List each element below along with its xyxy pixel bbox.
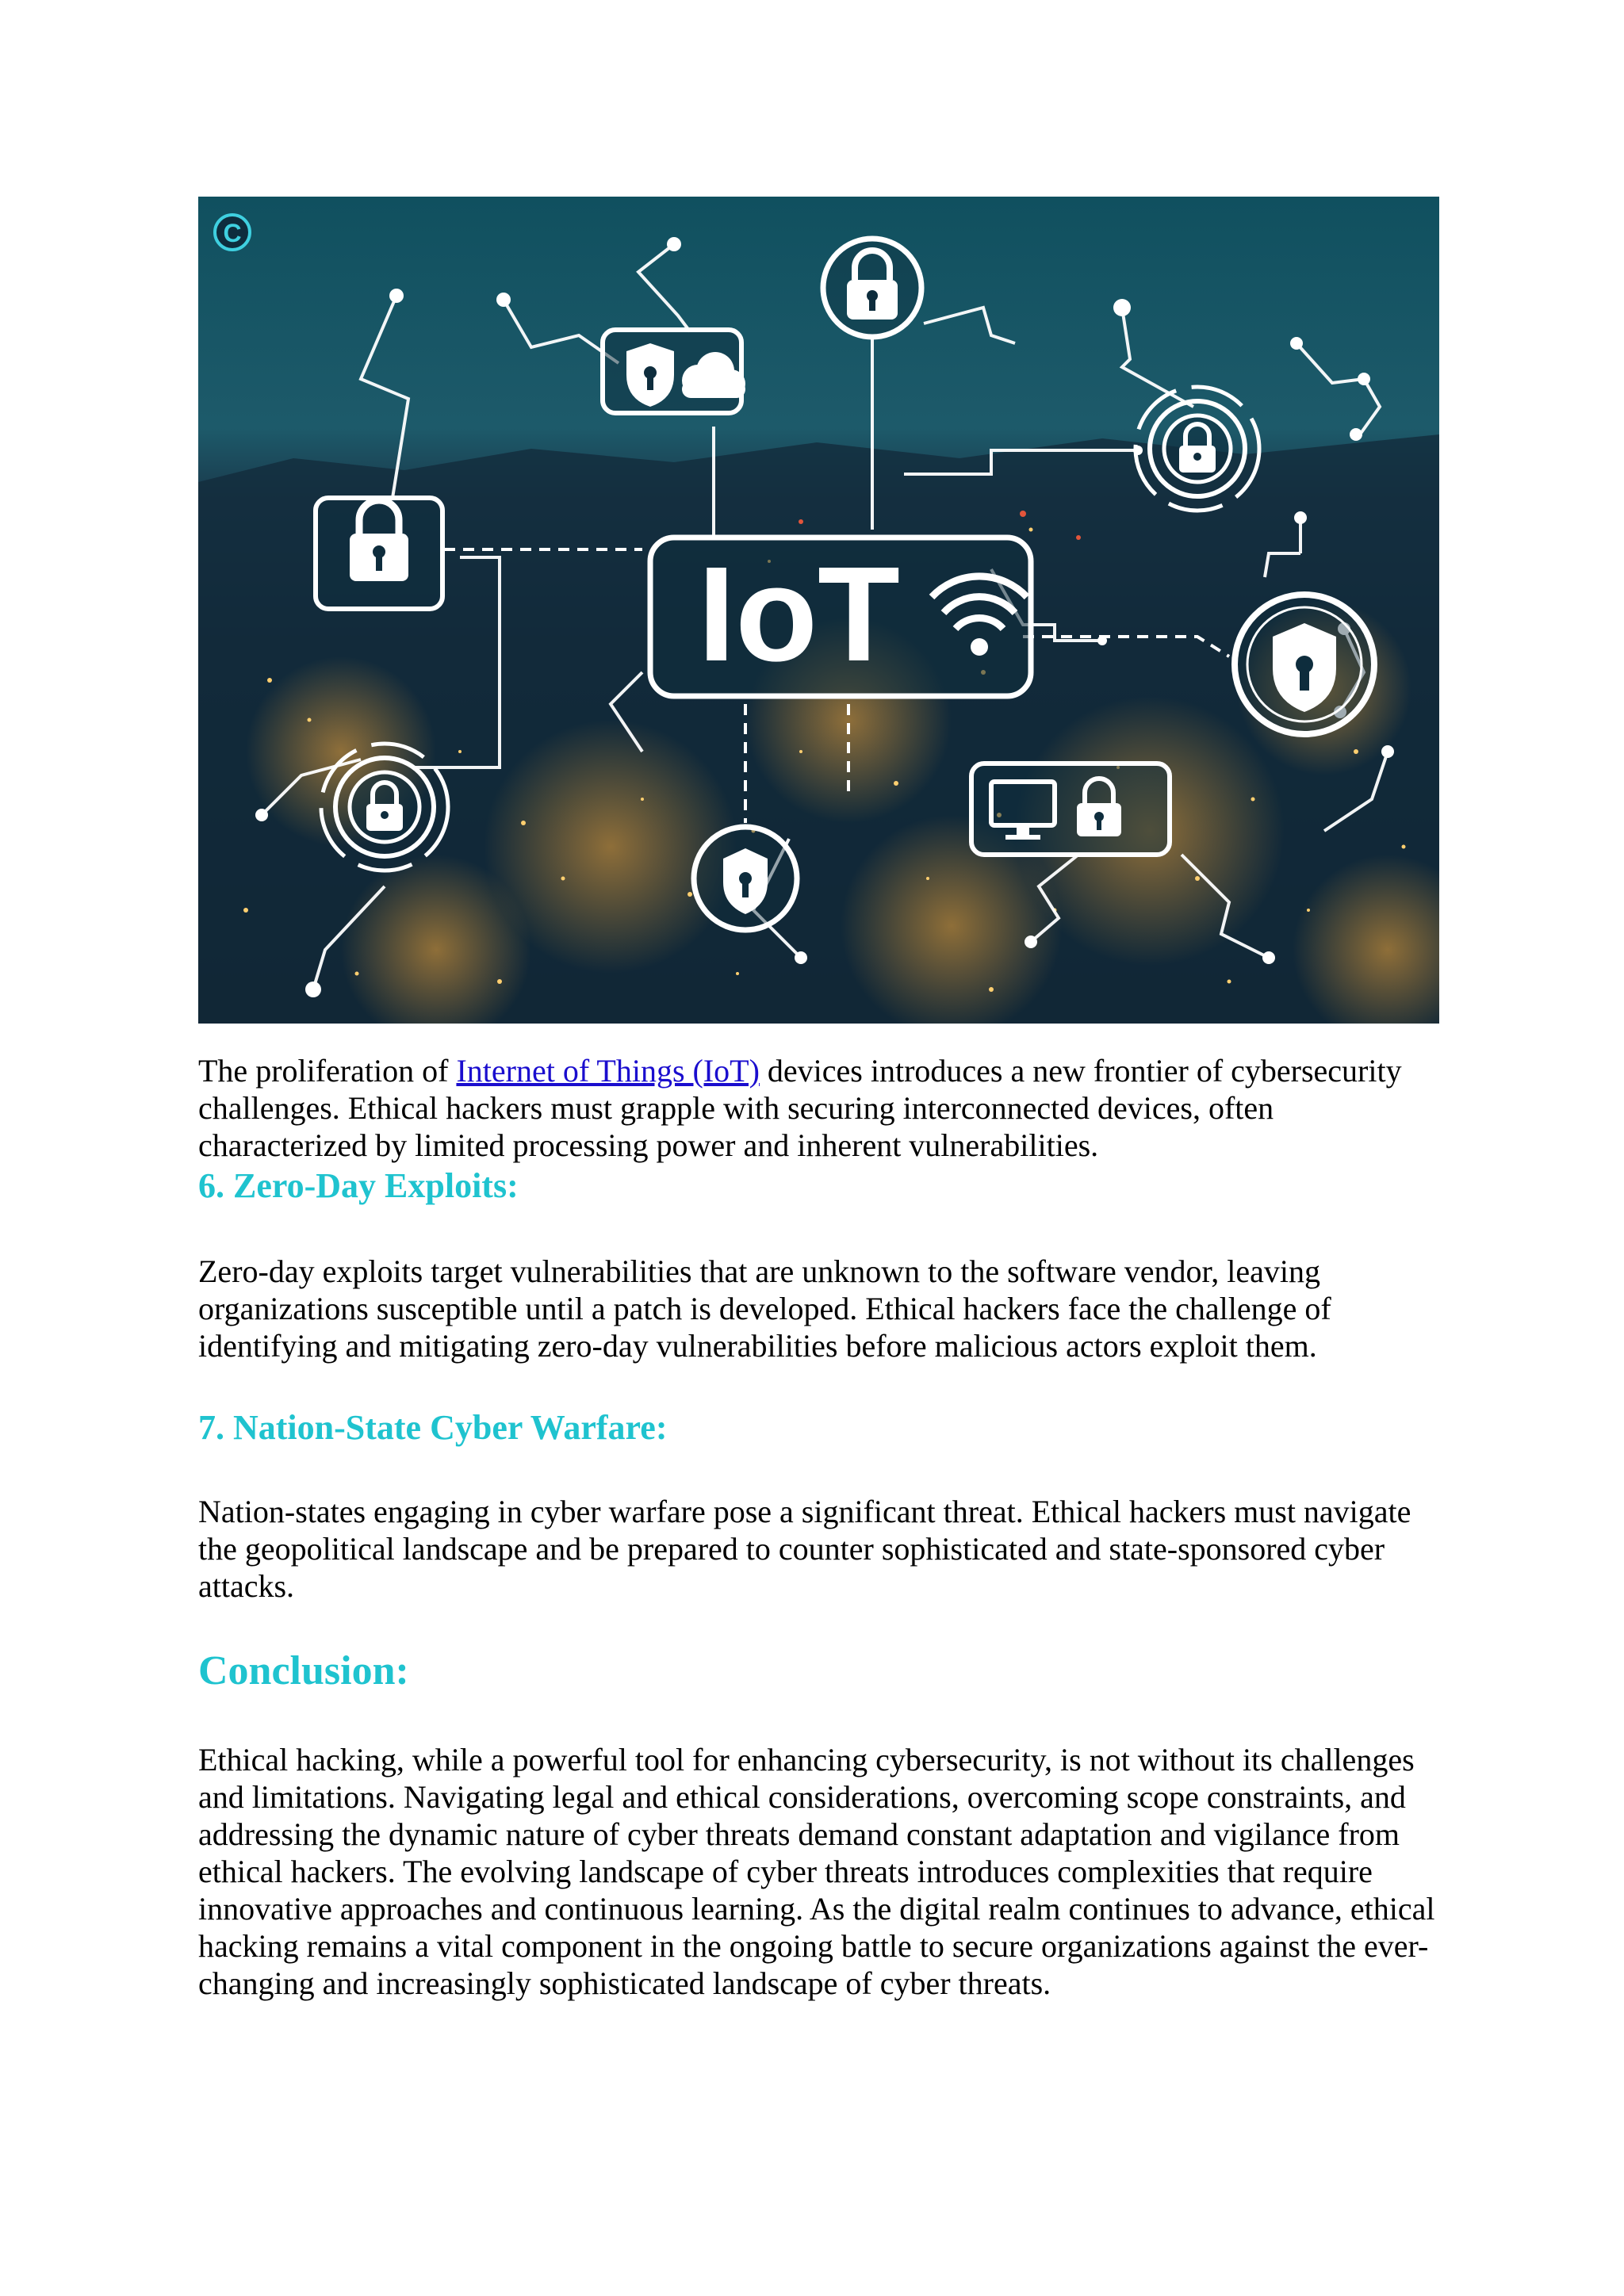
intro-text-end: devices introduces a new frontier of cybersecurity challenges. Ethical hackers must grapple with securing interconnected devices, often characterized by limited processing power and inherent vulnerabilities. bbox=[198, 1053, 1402, 1163]
iot-label: IoT bbox=[698, 539, 900, 690]
nation-state-heading: 7. Nation-State Cyber Warfare: bbox=[198, 1408, 668, 1447]
zero-day-heading: 6. Zero-Day Exploits: bbox=[198, 1166, 519, 1205]
conclusion-heading: Conclusion: bbox=[198, 1648, 409, 1693]
shield-circle-right bbox=[1235, 595, 1374, 734]
shield-cloud-box bbox=[603, 330, 745, 413]
lock-circle-top bbox=[823, 239, 921, 337]
conclusion-paragraph: Ethical hacking, while a powerful tool for enhancing cybersecurity, is not without its challenges and limitations. Navigating legal and ethical considerations, overcoming scope constraints, and addressing the dynamic nature of cyber threats demand constant adaptation and vigilance from ethical hackers. The evolving landscape of cyber threats introduces complexities that require innovative approaches and continuous learning. As the digital realm continues to advance, ethical hacking remains a vital component in the ongoing battle to secure organizations against the ever-changing and increasingly sophisticated landscape of cyber threats. bbox=[198, 1742, 1435, 2001]
iot-link[interactable]: Internet of Things (IoT) bbox=[456, 1053, 760, 1089]
monitor-lock-box bbox=[971, 763, 1170, 855]
article-content bbox=[198, 1052, 1439, 2002]
brand-logo bbox=[215, 215, 250, 250]
intro-paragraph bbox=[198, 1052, 1439, 1164]
logo-letter: C bbox=[223, 219, 242, 247]
iot-illustration bbox=[198, 197, 1439, 1024]
lock-box-left bbox=[316, 498, 442, 609]
shield-circle-bottom bbox=[694, 827, 797, 930]
intro-text-start: The proliferation of bbox=[198, 1053, 457, 1089]
page bbox=[198, 197, 1439, 2002]
iot-hero-image bbox=[198, 197, 1439, 1024]
zero-day-paragraph: Zero-day exploits target vulnerabilities that are unknown to the software vendor, leaving organizations susceptible until a patch is developed. Ethical hackers face the challenge of identifying and mitigating zero-day vulnerabilities before malicious actors exploit them. bbox=[198, 1253, 1331, 1364]
iot-center-box bbox=[650, 538, 1031, 696]
nation-state-paragraph: Nation-states engaging in cyber warfare pose a significant threat. Ethical hackers must navigate the geopolitical landscape and be prepared to counter sophisticated and state-sponsored cyber attacks. bbox=[198, 1494, 1411, 1604]
